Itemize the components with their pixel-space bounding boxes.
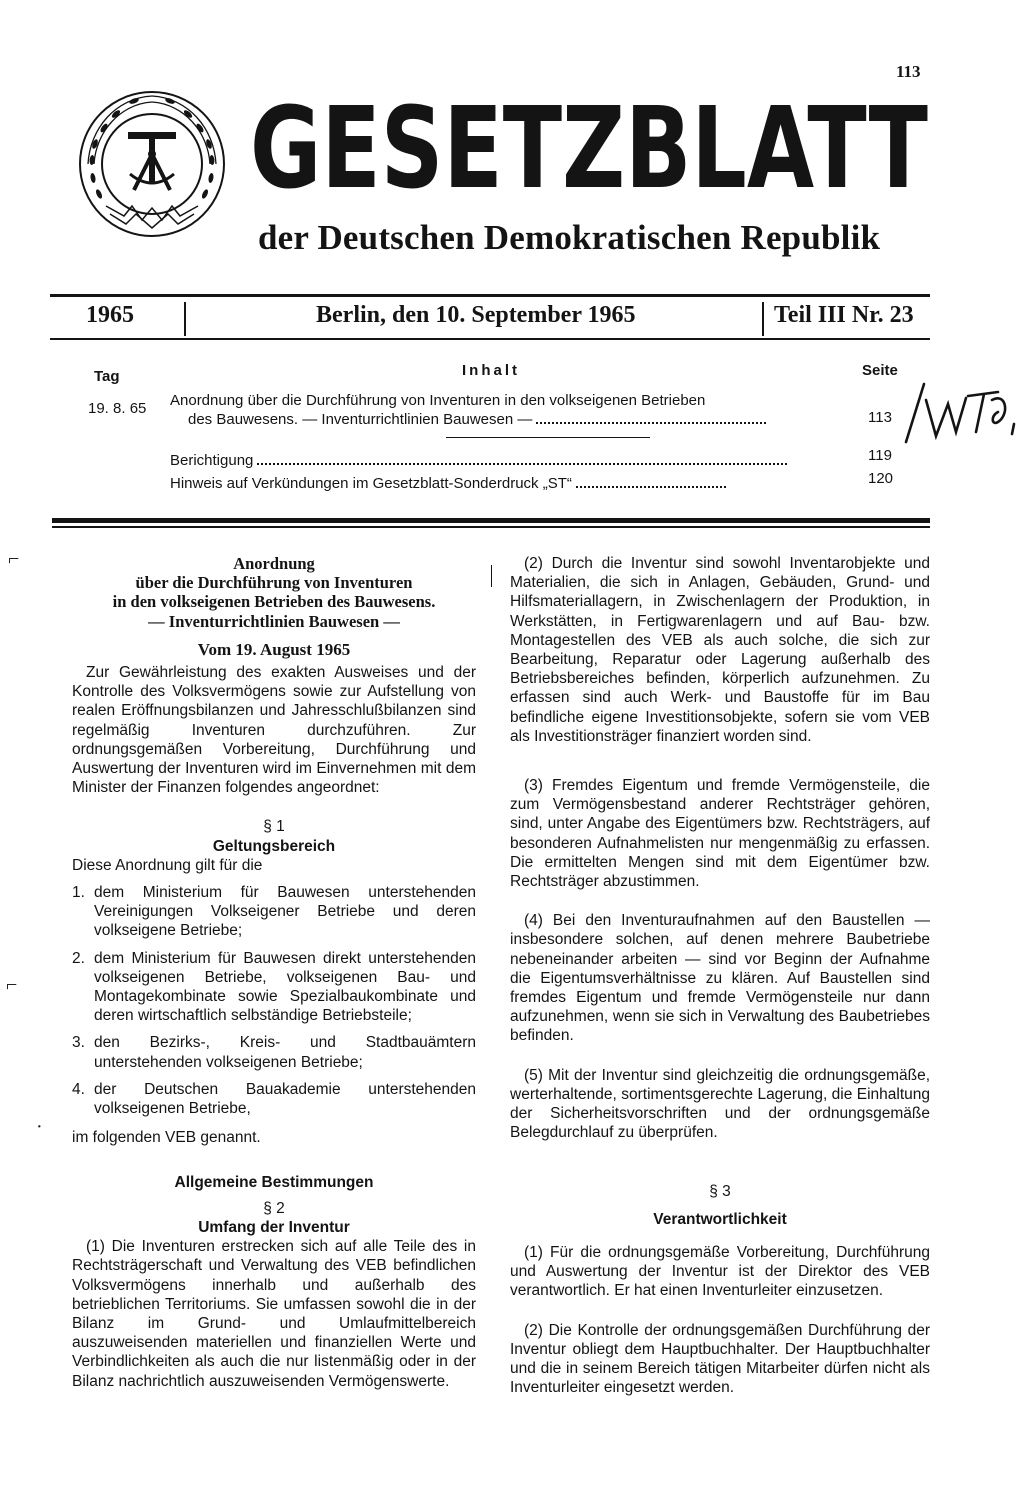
section-paragraph: (1) Für die ordnungsgemäße Vorbereitung, Durchführung und Auswertung der Inventur ist der Direktor des VEB verantwortlich. Er hat einen Inventurleiter einzusetzen. (510, 1243, 930, 1300)
list-item (72, 1033, 476, 1071)
section-number: § 1 (263, 818, 285, 836)
section-paragraph: (2) Durch die Inventur sind sowohl Inventarobjekte und Materialien, die sich in Anlagen, Gebäuden, Grund- und Hilfsmateriallagern, in Zwischenlagern der Produktion, in Werkstätten, in Fertigwarenlagern und auf Bau- bzw. Montagestellen des VEB als auch solche, die sich zur Bearbeitung, Reparatur oder Lagerung außerhalb des Betriebsbereiches befinden, körperlich aufzunehmen. Zu erfassen sind auch Werk- und Baustoffe für im Bau befindliche eigene Investitionsobjekte, sofern sie vom VEB als Investitionsträger finanziert worden sind. (510, 555, 930, 745)
list-item-text: der Deutschen Bauakademie unterstehenden volkseigenen Betriebe, (94, 1080, 476, 1118)
list-item-number: 3. (72, 1034, 85, 1052)
section-number: § 2 (263, 1199, 285, 1217)
section-paragraph: (3) Fremdes Eigentum und fremde Vermögensteile, die zum Vermögensbestand anderer Rechtsträger gehören, sind, unter Angabe des Eigentümers bzw. Rechtsträgers, auf besonderen Aufnahmelisten nur mengenmäßig zu erfassen. Die ermittelten Mengen sind mit dem Eigentümer bzw. Rechtsträger abzustimmen. (510, 777, 930, 891)
section-title: Verantwortlichkeit (653, 1210, 787, 1228)
ordinance-title-line: Anordnung (233, 554, 315, 573)
handwritten-note (902, 380, 1020, 450)
contents-entry-line1: Berichtigung (170, 452, 787, 469)
general-provisions-heading: Allgemeine Bestimmungen (174, 1174, 374, 1192)
margin-mark: ⌐ (6, 974, 18, 996)
contents-divider (446, 437, 650, 438)
contents-entry-line1: Hinweis auf Verkündungen im Gesetzblatt-Sonderdruck „ST“ (170, 475, 726, 492)
contents-col-day: Tag (94, 368, 120, 385)
contents-entry-page: 113 (868, 409, 892, 426)
contents-heading: Inhalt (462, 362, 520, 379)
contents-entry-page: 119 (868, 447, 892, 464)
list-item (72, 1080, 476, 1118)
contents-entry-page: 120 (868, 470, 894, 487)
margin-mark: · (36, 1116, 43, 1138)
state-emblem (76, 88, 228, 240)
contents-col-page: Seite (862, 362, 898, 379)
section-separator-rule (52, 518, 930, 523)
issue-bar-divider (762, 302, 764, 336)
section-title: Geltungsbereich (212, 837, 336, 855)
section-number: § 3 (709, 1183, 731, 1201)
ordinance-title-line: — Inventurrichtlinien Bauwesen — (148, 611, 400, 631)
issue-part-number: Teil III Nr. 23 (774, 302, 914, 328)
section-closing: im folgenden VEB genannt. (72, 1129, 261, 1147)
preamble-paragraph: Zur Gewährleistung des exakten Ausweises und der Kontrolle des Volksvermögens sowie zur Aufstellung von realen Eröffnungsbilanzen und Jahresschlußbilanzen sind regelmäßig Inventuren durchzuführen. Zur ordnungsgemäßen Vorbereitung, Durchführung und Auswertung der Inventuren wird im Einvernehmen mit dem Minister der Finanzen folgendes angeordnet: (72, 664, 476, 797)
contents-entry-line2: des Bauwesens. — Inventurrichtlinien Bauwesen — (188, 411, 766, 428)
list-item-number: 4. (72, 1080, 85, 1098)
issue-bar-divider (184, 302, 186, 336)
masthead-subtitle: der Deutschen Demokratischen Republik (258, 218, 881, 257)
masthead-title (250, 92, 930, 204)
list-item-text: den Bezirks-, Kreis- und Stadtbauämtern unterstehenden volkseigenen Betriebe; (94, 1034, 476, 1071)
ordinance-title-line: über die Durchführung von Inventuren (135, 573, 413, 593)
list-item-number: 1. (72, 884, 85, 902)
margin-mark: ⌐ (8, 548, 20, 570)
contents-leader-dots (576, 482, 726, 488)
contents-entry-date: 19. 8. 65 (88, 400, 147, 417)
contents-leader-dots (257, 459, 787, 465)
section-paragraph: (5) Mit der Inventur sind gleichzeitig die ordnungsgemäße, werterhaltende, sortimentsgerechte Lagerung, die Einhaltung der Sicherheitsvorschriften und der ordnungsgemäße Belegdurchlauf zu überprüfen. (510, 1066, 930, 1142)
issue-bar-top-rule (50, 294, 930, 297)
section-separator-rule (52, 526, 930, 528)
issue-bar-bottom-rule (50, 338, 930, 340)
section-intro: Diese Anordnung gilt für die (72, 856, 263, 874)
ordinance-title-line: in den volkseigenen Betrieben des Bauwesens. (112, 592, 436, 612)
column-divider-mark (491, 565, 492, 587)
ordinance-date: Vom 19. August 1965 (197, 639, 351, 659)
page-number: 113 (896, 62, 921, 81)
list-item-text: dem Ministerium für Bauwesen direkt unterstehenden volkseigenen Betriebe, volkseigenen Bau- und Montagekombinate sowie Spezialbaukombinate und deren wirtschaftlich selbständige Betriebsteile; (94, 949, 476, 1025)
contents-leader-dots (536, 418, 766, 424)
section-paragraph: (2) Die Kontrolle der ordnungsgemäßen Durchführung der Inventur obliegt dem Hauptbuchhalter. Der Hauptbuchhalter und die in seinem Bereich tätigen Mitarbeiter dürfen nicht als Inventurleiter eingesetzt werden. (510, 1321, 930, 1397)
masthead-title-text: GESETZBLATT (250, 92, 929, 204)
issue-year: 1965 (86, 302, 134, 328)
right-column (510, 554, 930, 1397)
left-column (72, 554, 476, 1391)
section-paragraph: (4) Bei den Inventuraufnahmen auf den Baustellen — insbesondere solchen, auf denen mehrere Baubetriebe nebeneinander arbeiten — sind vor Beginn der Aufnahme die Eigentumsverhältnisse zu klären. Auf Baustellen sind fremdes Eigentum und fremde Vermögensteile nur dann aufzunehmen, wenn sie sich in Verwaltung des Baubetriebes befinden. (510, 912, 930, 1045)
section-title: Umfang der Inventur (198, 1218, 350, 1236)
list-item (72, 883, 476, 941)
section-paragraph: (1) Die Inventuren erstrecken sich auf alle Teile des in Rechtsträgerschaft und Verwaltung des VEB befindlichen Volksvermögens innerhalb und außerhalb des betrieblichen Territoriums. Sie umfassen sowohl die in der Bilanz im Grund- und Umlaufmittelbereich auszuweisenden materiellen und finanziellen Werte und Verbindlichkeiten als auch die nur listenmäßig oder in der Bilanz nachrichtlich auszuweisenden Vermögenswerte. (72, 1238, 476, 1390)
contents-entry-line1: Anordnung über die Durchführung von Inventuren in den volkseigenen Betrieben (170, 392, 706, 409)
issue-place-date: Berlin, den 10. September 1965 (316, 302, 636, 328)
list-item-text: dem Ministerium für Bauwesen unterstehenden Vereinigungen Volkseigener Betriebe und deren volkseigene Betriebe; (94, 884, 476, 940)
list-item-number: 2. (72, 949, 85, 967)
list-item (72, 949, 476, 1026)
